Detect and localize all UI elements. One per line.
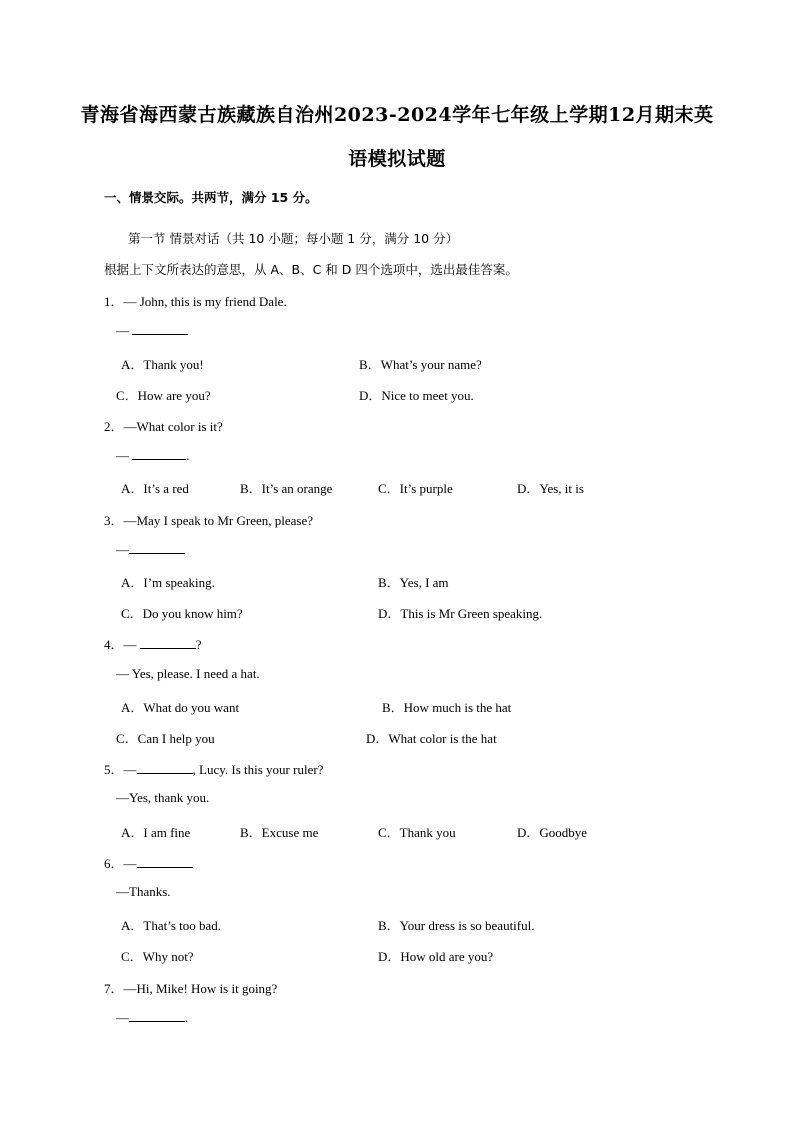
- q6-option-a: A．That’s too bad.: [121, 918, 222, 933]
- q2-option-c: C．It’s purple: [378, 481, 453, 496]
- q3-option-b: B．Yes, I am: [378, 575, 449, 590]
- answer-blank: [132, 322, 188, 335]
- q2-option-d: D．Yes, it is: [517, 481, 584, 496]
- answer-line-3: [116, 541, 185, 558]
- q1-option-a: A．Thank you!: [121, 357, 204, 372]
- answer-line-5: —Yes, thank you.: [116, 790, 210, 805]
- question-5: [104, 759, 323, 778]
- answer-line-4: — Yes, please. I need a hat.: [116, 666, 260, 681]
- q4-option-c: C．Can I help you: [116, 731, 215, 746]
- answer-end: .: [185, 1010, 189, 1025]
- question-start: 5．—: [104, 762, 137, 777]
- answer-line-6: —Thanks.: [116, 884, 171, 899]
- q2-option-a: A．It’s a red: [121, 481, 189, 496]
- question-6: [104, 853, 193, 872]
- q1-option-b: B．What’s your name?: [359, 357, 482, 372]
- q2-option-b: B．It’s an orange: [240, 481, 333, 496]
- q4-option-a: A．What do you want: [121, 700, 240, 715]
- answer-line-1: [116, 322, 188, 339]
- q3-option-a: A．I’m speaking.: [121, 575, 215, 590]
- part-heading: 第一节 情景对话（共 10 小题；每小题 1 分，满分 10 分）: [128, 231, 459, 246]
- question-4: [104, 634, 202, 653]
- question-start: 4．—: [104, 637, 140, 652]
- question-blank: [140, 636, 196, 649]
- q6-option-c: C．Why not?: [121, 949, 194, 964]
- exam-title-line2: 语模拟试题: [348, 148, 446, 170]
- q5-option-a: A．I am fine: [121, 825, 191, 840]
- exam-title-line1: 青海省海西蒙古族藏族自治州2023-2024学年七年级上学期12月期末英: [80, 104, 714, 126]
- q3-option-d: D．This is Mr Green speaking.: [378, 606, 543, 621]
- q1-option-d: D．Nice to meet you.: [359, 388, 474, 403]
- q1-option-c: C．How are you?: [116, 388, 211, 403]
- answer-blank: [129, 1009, 185, 1022]
- answer-blank: [132, 447, 186, 460]
- question-end: ?: [195, 637, 202, 652]
- answer-dash: —: [116, 448, 133, 463]
- q6-option-b: B．Your dress is so beautiful.: [378, 918, 535, 933]
- q5-option-b: B．Excuse me: [240, 825, 319, 840]
- question-7: 7．—Hi, Mike! How is it going?: [104, 981, 278, 996]
- answer-line-2: [116, 447, 190, 464]
- answer-end: .: [186, 448, 190, 463]
- q5-option-c: C．Thank you: [378, 825, 456, 840]
- answer-line-7: [116, 1009, 188, 1026]
- answer-dash: —: [116, 323, 133, 338]
- section-heading: 一、情景交际。共两节，满分 15 分。: [104, 190, 318, 205]
- q4-option-d: D．What color is the hat: [366, 731, 497, 746]
- answer-dash: —: [116, 542, 129, 557]
- instruction: 根据上下文所表达的意思，从 A、B、C 和 D 四个选项中，选出最佳答案。: [104, 262, 518, 277]
- question-start: 6．—: [104, 856, 137, 871]
- answer-blank: [129, 541, 185, 554]
- q4-option-b: B．How much is the hat: [382, 700, 512, 715]
- q6-option-d: D．How old are you?: [378, 949, 494, 964]
- question-blank: [137, 855, 193, 868]
- question-1: 1．— John, this is my friend Dale.: [104, 294, 287, 309]
- q5-option-d: D．Goodbye: [517, 825, 588, 840]
- question-end: , Lucy. Is this your ruler?: [192, 762, 324, 777]
- question-2: 2．—What color is it?: [104, 419, 223, 434]
- answer-dash: —: [116, 1010, 129, 1025]
- question-3: 3．—May I speak to Mr Green, please?: [104, 513, 314, 528]
- question-blank: [137, 761, 193, 774]
- q3-option-c: C．Do you know him?: [121, 606, 243, 621]
